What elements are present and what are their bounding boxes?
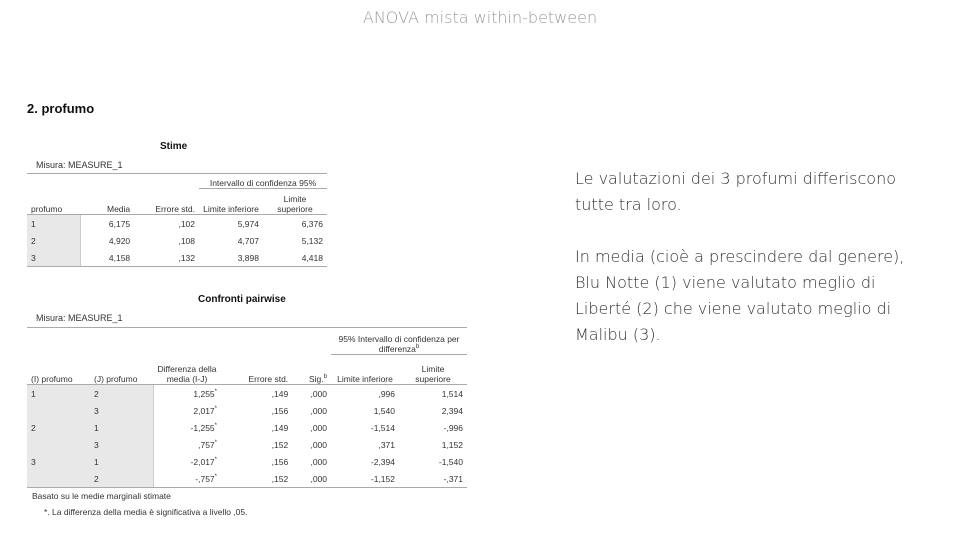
confronti-cell-limite-inf: ,996	[378, 388, 395, 399]
stime-measure-label: Misura: MEASURE_1	[36, 160, 123, 170]
confronti-cell-diff	[153, 385, 221, 403]
table-row	[27, 453, 467, 470]
confronti-diff-mark: *	[214, 405, 217, 412]
confronti-cell-limite-inf: -1,514	[370, 422, 395, 433]
confronti-col-diff: Differenza della media (I-J)	[153, 354, 221, 385]
confronti-cell-limite-inf: 1,540	[373, 405, 395, 416]
confronti-col-limite-inf: Limite inferiore	[331, 354, 399, 385]
confronti-cell-j: 3	[90, 402, 153, 419]
confronti-cell-i: 3	[27, 453, 90, 470]
stime-table	[27, 173, 327, 267]
confronti-cell-sig: ,000	[292, 470, 331, 488]
confronti-col-sig: Sig.$^b$	[292, 354, 331, 385]
confronti-cell-diff	[153, 419, 221, 436]
confronti-table-title: Confronti pairwise	[198, 294, 286, 305]
confronti-col-errore: Errore std.	[221, 354, 292, 385]
confronti-cell-i: 1	[27, 385, 90, 403]
confronti-cell-j: 1	[90, 419, 153, 436]
confronti-cell-errore: ,152	[271, 439, 289, 450]
stime-col-profumo: profumo	[27, 188, 80, 215]
stime-cell-limite-sup: 4,418	[263, 249, 327, 267]
confronti-cell-errore: ,149	[271, 388, 289, 399]
confronti-cell-diff	[153, 453, 221, 470]
stime-cell-errore: ,132	[134, 249, 199, 267]
stime-cell-limite-inf: 5,974	[237, 218, 259, 229]
confronti-cell-diff	[153, 436, 221, 453]
confronti-cell-j: 2	[90, 385, 153, 403]
table-row	[27, 436, 467, 453]
stime-col-limite-sup: Limite superiore	[263, 188, 327, 215]
section-heading: 2. profumo	[27, 101, 95, 116]
confronti-cell-i	[27, 470, 90, 488]
confronti-diff-mark: *	[214, 456, 217, 463]
confronti-cell-limite-sup: -1,540	[438, 456, 463, 467]
stime-col-media: Media	[92, 188, 134, 215]
stime-ci-header: Intervallo di confidenza 95%	[199, 174, 327, 189]
stime-cell-profumo: 2	[27, 232, 80, 249]
table-row	[27, 419, 467, 436]
confronti-diff-value: ,757	[198, 439, 215, 450]
stime-cell-media: 4,920	[108, 235, 131, 246]
confronti-diff-mark: *	[214, 473, 217, 480]
confronti-cell-sig: ,000	[310, 422, 327, 433]
confronti-cell-errore: ,156	[271, 405, 289, 416]
confronti-measure-label: Misura: MEASURE_1	[36, 313, 123, 323]
confronti-cell-limite-inf: ,371	[378, 439, 395, 450]
table-row	[27, 402, 467, 419]
stime-cell-blank	[80, 232, 92, 249]
confronti-cell-limite-inf: -2,394	[370, 456, 395, 467]
stime-cell-blank	[80, 215, 92, 233]
stime-cell-profumo: 1	[27, 215, 80, 233]
footnote-significance: *. La differenza della media è significativa a livello ,05.	[44, 507, 248, 517]
confronti-cell-sig: ,000	[310, 405, 327, 416]
confronti-cell-j: 3	[90, 436, 153, 453]
confronti-cell-diff	[153, 402, 221, 419]
confronti-cell-j: 1	[90, 453, 153, 470]
confronti-cell-limite-inf: -1,152	[331, 470, 399, 488]
confronti-col-i: (I) profumo	[27, 354, 90, 385]
confronti-cell-limite-sup: 2,394	[441, 405, 463, 416]
footnote-basis: Basato su le medie marginali stimate	[32, 491, 171, 501]
stime-cell-profumo: 3	[27, 249, 80, 267]
confronti-diff-value: -,757	[195, 473, 215, 484]
confronti-cell-diff	[153, 470, 221, 488]
table-row	[27, 249, 327, 267]
confronti-diff-mark: *	[214, 388, 217, 395]
stime-cell-limite-sup: 6,376	[301, 218, 323, 229]
stime-cell-errore: ,102	[178, 218, 195, 229]
confronti-diff-value: -1,255	[190, 422, 215, 433]
confronti-cell-sig: ,000	[310, 388, 327, 399]
confronti-cell-sig: ,000	[310, 456, 327, 467]
stime-cell-media: 4,158	[92, 249, 134, 267]
confronti-cell-limite-sup: -,371	[399, 470, 467, 488]
confronti-diff-mark: *	[214, 439, 217, 446]
confronti-cell-sig: ,000	[310, 439, 327, 450]
confronti-cell-i	[27, 436, 90, 453]
confronti-cell-errore: ,156	[271, 456, 289, 467]
confronti-cell-errore: ,149	[271, 422, 289, 433]
stime-cell-blank	[80, 249, 92, 267]
stime-col-errore: Errore std.	[134, 188, 199, 215]
confronti-cell-errore: ,152	[221, 470, 292, 488]
stime-cell-limite-sup: 5,132	[301, 235, 323, 246]
confronti-diff-mark: *	[214, 422, 217, 429]
stime-cell-limite-inf: 3,898	[199, 249, 263, 267]
confronti-cell-j: 2	[90, 470, 153, 488]
table-row	[27, 215, 327, 233]
table-row	[27, 232, 327, 249]
stime-cell-errore: ,108	[178, 235, 195, 246]
stime-cell-media: 6,175	[108, 218, 131, 229]
confronti-table	[27, 327, 467, 488]
table-row	[27, 470, 467, 488]
confronti-cell-limite-sup: -,996	[443, 422, 463, 433]
stime-cell-limite-inf: 4,707	[237, 235, 259, 246]
stime-table-title: Stime	[160, 141, 188, 152]
confronti-cell-limite-sup: 1,514	[441, 388, 463, 399]
table-row	[27, 385, 467, 403]
confronti-ci-header: 95% Intervallo di confidenza per differenza$^b$	[331, 328, 467, 355]
confronti-diff-value: 1,255	[193, 388, 215, 399]
summary-paragraph-1: Le valutazioni dei 3 profumi differiscono tutte tra loro.	[575, 169, 897, 214]
confronti-col-limite-sup: Limite superiore	[399, 354, 467, 385]
confronti-cell-i	[27, 402, 90, 419]
confronti-cell-limite-sup: 1,152	[441, 439, 463, 450]
confronti-diff-value: -2,017	[190, 456, 215, 467]
slide-title: ANOVA mista within-between	[362, 8, 598, 27]
confronti-cell-i: 2	[27, 419, 90, 436]
confronti-col-j: (J) profumo	[90, 354, 153, 385]
confronti-diff-value: 2,017	[193, 405, 215, 416]
stime-col-limite-inf: Limite inferiore	[199, 188, 263, 215]
summary-paragraph-2: In media (cioè a prescindere dal genere), Blu Notte (1) viene valutato meglio di Liberté (2) che viene valutato meglio di Malibu (3).	[575, 247, 905, 344]
